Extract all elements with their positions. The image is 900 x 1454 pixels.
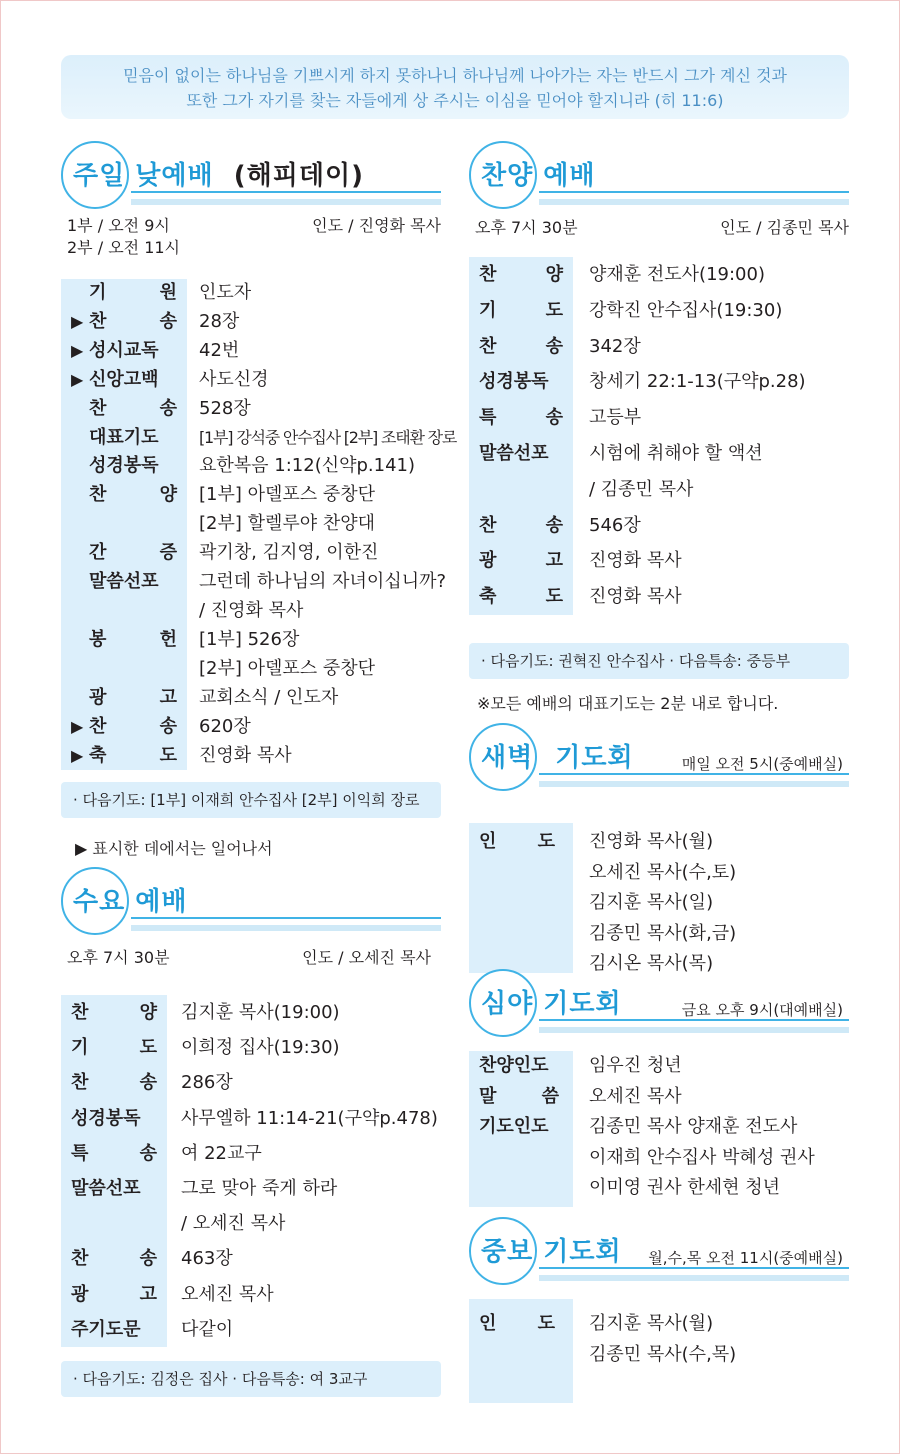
order-row (61, 1171, 441, 1241)
order-value-group (181, 1136, 441, 1171)
wednesday-service-section (61, 867, 441, 1347)
order-value-group (589, 400, 849, 436)
order-label: 찬 송 (479, 514, 563, 536)
sunday-service-info (67, 215, 441, 261)
title-circle-word: 중보 (481, 1237, 534, 1267)
order-value-group (181, 1277, 441, 1312)
order-label: 찬 양 (71, 1002, 157, 1023)
leader-item: 김지훈 목사(월) (589, 1313, 714, 1334)
order-label: 성경봉독 (479, 371, 549, 393)
order-label: 찬 송 (71, 1072, 157, 1094)
order-row (61, 1277, 441, 1312)
order-row (61, 995, 441, 1030)
prayer-time-notice: ※모든 예배의 대표기도는 2분 내로 합니다. (477, 694, 779, 713)
order-label: 말 씀 (479, 1085, 559, 1107)
order-value: 사도신경 (199, 368, 269, 390)
order-value: 이희정 집사(19:30) (181, 1037, 340, 1059)
order-label: 기 도 (479, 299, 563, 321)
wednesday-time: 오후 7시 30분 (67, 948, 170, 967)
leader-row (469, 1299, 849, 1370)
order-label: 찬 송 (89, 397, 177, 419)
sunday-order-table (61, 279, 457, 770)
praise-service-title (481, 155, 596, 192)
order-value-group (199, 713, 441, 742)
wednesday-leader: 인도 / 오세진 목사 (302, 948, 431, 967)
wednesday-service-header (61, 867, 441, 937)
order-label: 신앙고백 (89, 368, 159, 390)
stand-arrow-icon: ▶ (71, 340, 84, 360)
order-value-group (181, 1101, 441, 1136)
order-row (61, 308, 441, 337)
order-label: 찬 송 (71, 1248, 157, 1270)
order-row (469, 1082, 849, 1113)
order-row (61, 1312, 441, 1347)
title-circle-word: 새벽 (481, 743, 534, 773)
order-value: 요한복음 1:12(신약p.141) (199, 455, 416, 477)
order-row (61, 279, 441, 308)
order-value-group (589, 579, 849, 615)
order-row (469, 364, 849, 400)
praise-order-table (469, 257, 849, 615)
verse-line-2: 또한 그가 자기를 찾는 자들에게 상 주시는 이심을 믿어야 할지니라 (히 11:6) (186, 91, 724, 110)
header-rule-light (539, 1275, 849, 1281)
scripture-verse-banner (61, 55, 849, 119)
order-value: 고등부 (589, 407, 642, 429)
order-row (469, 1143, 849, 1174)
leader-label: 인 도 (479, 831, 555, 852)
order-value-group (199, 626, 441, 684)
wednesday-order-table (61, 995, 441, 1347)
order-value-group (199, 424, 456, 453)
praise-next: · 다음기도: 권혁진 안수집사 · 다음특송: 중등부 (469, 643, 849, 679)
order-value: 다같이 (181, 1318, 234, 1340)
intercession-prayer-section (469, 1217, 849, 1403)
order-label: 찬 송 (479, 335, 563, 357)
dawn-prayer-title (481, 737, 634, 774)
order-value: 교회소식 / 인도자 (199, 686, 339, 708)
order-row (469, 293, 849, 329)
sunday-time-2: 2부 / 오전 11시 (67, 238, 181, 257)
sunday-leader: 인도 / 진영화 목사 (312, 216, 441, 235)
order-value-group (199, 684, 441, 713)
order-row (469, 1173, 849, 1204)
intercession-schedule: 월,수,목 오전 11시(중예배실) (648, 1249, 843, 1267)
stand-instruction: ▶ 표시한 데에서는 일어나서 (75, 839, 273, 858)
order-value-group (181, 1171, 441, 1241)
order-value-continued: [2부] 아델포스 중창단 (199, 657, 376, 679)
order-value-group (181, 1312, 441, 1347)
order-label (479, 1173, 559, 1204)
order-value-group (181, 1030, 441, 1065)
night-leader-table (469, 1051, 849, 1207)
stand-arrow-icon: ▶ (71, 311, 84, 331)
order-value-continued: / 김종민 목사 (589, 478, 694, 500)
order-row (469, 579, 849, 615)
order-value: 곽기창, 김지영, 이한진 (199, 542, 379, 564)
order-row (61, 337, 441, 366)
title-word: 기도회 (543, 989, 622, 1019)
title-word: 예배 (543, 161, 596, 191)
order-value: 이미영 권사 한세현 청년 (589, 1177, 781, 1199)
order-label: 축 도 (479, 586, 563, 608)
header-rule-light (131, 199, 441, 205)
praise-service-info (475, 217, 849, 241)
night-schedule: 금요 오후 9시(대예배실) (681, 1001, 843, 1019)
leader-item: 김시온 목사(목) (589, 953, 714, 975)
order-label: 말씀선포 (89, 571, 159, 593)
order-label: 특 송 (71, 1142, 157, 1164)
order-value-group (181, 995, 441, 1030)
order-value-group (199, 366, 441, 395)
header-rule-light (539, 781, 849, 787)
leader-row (469, 823, 849, 980)
order-row (469, 400, 849, 436)
order-label: 말씀선포 (479, 442, 549, 464)
leader-item: 오세진 목사(수,토) (589, 861, 737, 883)
order-row (61, 424, 457, 453)
dawn-prayer-header (469, 723, 849, 793)
title-circle-word: 찬양 (481, 161, 534, 191)
wednesday-next: · 다음기도: 김정은 집사 · 다음특송: 여 3교구 (61, 1361, 441, 1397)
order-value-group (199, 395, 441, 424)
order-value-continued: / 오세진 목사 (181, 1213, 286, 1235)
title-circle-word: 주일 (73, 161, 126, 191)
order-value-group (589, 1143, 849, 1174)
order-value-group (589, 293, 849, 329)
order-row (469, 257, 849, 293)
order-value: 그로 맞아 죽게 하라 (181, 1178, 338, 1200)
title-circle-word: 심야 (481, 989, 534, 1019)
order-value: [1부] 아델포스 중창단 (199, 484, 376, 506)
order-value-group (589, 257, 849, 293)
title-word: 낮예배 (135, 161, 214, 191)
order-row (469, 1112, 849, 1143)
title-word: 기도회 (543, 1237, 622, 1267)
order-value: 오세진 목사 (589, 1085, 682, 1107)
header-rule-light (539, 1027, 849, 1033)
order-row (61, 1241, 441, 1276)
leader-list (589, 827, 849, 980)
order-value: 김지훈 목사(19:00) (181, 1002, 340, 1023)
order-value-group (181, 1065, 441, 1100)
order-label: 광 고 (479, 550, 563, 572)
order-value: 528장 (199, 397, 251, 419)
order-label: 기도인도 (479, 1116, 549, 1138)
order-value: 강학진 안수집사(19:30) (589, 299, 783, 321)
order-label: 찬양인도 (479, 1055, 549, 1076)
order-value: 김종민 목사 양재훈 전도사 (589, 1116, 798, 1138)
order-label: 봉 헌 (89, 628, 177, 650)
header-rule-light (539, 199, 849, 205)
order-label (479, 1143, 559, 1174)
order-row (61, 481, 441, 539)
leader-item: 김지훈 목사(일) (589, 892, 714, 914)
order-value-group (589, 1082, 849, 1113)
order-label: 말씀선포 (71, 1178, 141, 1200)
order-label: 찬 양 (89, 484, 177, 506)
order-row (469, 543, 849, 579)
order-label: 주기도문 (71, 1318, 141, 1340)
order-value: 이재희 안수집사 박혜성 권사 (589, 1146, 815, 1168)
praise-time: 오후 7시 30분 (475, 218, 578, 237)
order-row (61, 568, 447, 626)
order-value: 창세기 22:1-13(구약p.28) (589, 371, 806, 393)
title-subtitle: (해피데이) (233, 161, 364, 191)
stand-arrow-icon: ▶ (71, 745, 84, 765)
leader-item: 김종민 목사(화,금) (589, 922, 737, 944)
order-value: 286장 (181, 1072, 233, 1094)
order-value-group (589, 364, 849, 400)
order-label: 광 고 (71, 1283, 157, 1305)
order-value-group (589, 329, 849, 365)
night-prayer-section (469, 969, 849, 1207)
intercession-prayer-header (469, 1217, 849, 1287)
order-row (469, 329, 849, 365)
order-value: 시험에 취해야 할 액션 (589, 442, 763, 464)
night-prayer-title (481, 983, 622, 1020)
intercession-leader-table (469, 1299, 849, 1403)
order-value: 그런데 하나님의 자녀이십니까? (199, 571, 447, 593)
order-value: 임우진 청년 (589, 1055, 682, 1076)
stand-arrow-icon: ▶ (71, 716, 84, 736)
order-value: [1부] 526장 (199, 628, 300, 650)
dawn-leader-table (469, 823, 849, 973)
order-value-group (589, 1112, 849, 1143)
order-row (469, 1051, 849, 1082)
order-row (61, 366, 441, 395)
order-value: 오세진 목사 (181, 1283, 274, 1305)
sunday-service-title (73, 155, 364, 192)
sunday-next-prayer: · 다음기도: [1부] 이재희 안수집사 [2부] 이익희 장로 (61, 782, 441, 818)
order-value: 양재훈 전도사(19:00) (589, 264, 765, 285)
order-value: 620장 (199, 715, 251, 737)
order-label: 대표기도 (89, 426, 159, 448)
order-value: 여 22교구 (181, 1142, 262, 1164)
praise-service-header (469, 141, 849, 211)
wednesday-service-title (73, 881, 188, 918)
header-rule-light (131, 925, 441, 931)
order-value: 인도자 (199, 282, 252, 303)
order-value-group (199, 539, 441, 568)
order-label: 기 원 (89, 282, 177, 303)
order-value: 진영화 목사 (199, 744, 292, 766)
wednesday-service-info (67, 947, 441, 971)
order-label: 특 송 (479, 407, 563, 429)
leader-item: 김종민 목사(수,목) (589, 1343, 737, 1365)
praise-service-section (469, 141, 849, 615)
sunday-time-1: 1부 / 오전 9시 (67, 216, 170, 235)
order-value: 42번 (199, 339, 240, 361)
order-value-continued: [2부] 할렐루야 찬양대 (199, 513, 376, 535)
order-label: 기 도 (71, 1037, 157, 1059)
title-word: 기도회 (555, 743, 634, 773)
night-prayer-header (469, 969, 849, 1039)
order-label: 찬 양 (479, 264, 563, 285)
order-label: 광 고 (89, 686, 177, 708)
order-value: 28장 (199, 310, 240, 332)
order-label: 찬 송 (89, 310, 177, 332)
order-row (61, 1101, 441, 1136)
order-row (61, 626, 441, 684)
order-value: 342장 (589, 335, 641, 357)
order-value: 진영화 목사 (589, 550, 682, 572)
order-row (61, 1136, 441, 1171)
sunday-service-header (61, 141, 441, 211)
praise-leader: 인도 / 김종민 목사 (720, 218, 849, 237)
order-value-group (589, 508, 849, 544)
order-value-group (181, 1241, 441, 1276)
order-value-group (589, 1173, 849, 1204)
order-row (61, 713, 441, 742)
order-value-group (199, 308, 441, 337)
order-row (61, 395, 441, 424)
order-label: 성시교독 (89, 339, 159, 361)
order-value: 사무엘하 11:14-21(구약p.478) (181, 1107, 438, 1129)
order-label: 간 증 (89, 542, 177, 564)
intercession-prayer-title (481, 1231, 622, 1268)
order-value-group (589, 543, 849, 579)
leader-list (589, 1309, 849, 1370)
order-row (469, 436, 849, 508)
order-label: 찬 송 (89, 715, 177, 737)
order-label: 성경봉독 (89, 455, 159, 477)
sunday-service-section (61, 141, 457, 770)
order-value-group (199, 279, 441, 308)
order-value: 463장 (181, 1248, 233, 1270)
order-label: 성경봉독 (71, 1107, 141, 1129)
order-value-group (199, 481, 441, 539)
order-row (61, 684, 441, 713)
leader-item: 진영화 목사(월) (589, 831, 714, 852)
order-row (61, 539, 441, 568)
title-circle-word: 수요 (73, 887, 126, 917)
order-value: 546장 (589, 514, 641, 536)
order-row (469, 508, 849, 544)
order-value-continued: / 진영화 목사 (199, 599, 304, 621)
order-label: 축 도 (89, 744, 177, 766)
title-word: 예배 (135, 887, 188, 917)
order-value-group (589, 1051, 849, 1082)
order-value-group (589, 436, 849, 508)
order-row (61, 452, 441, 481)
order-value-group (199, 742, 441, 771)
dawn-schedule: 매일 오전 5시(중예배실) (681, 755, 843, 773)
order-row (61, 742, 441, 771)
order-value: [1부] 강석중 안수집사 [2부] 조태환 장로 (199, 427, 457, 447)
leader-label: 인 도 (479, 1313, 555, 1334)
dawn-prayer-section (469, 723, 849, 973)
verse-line-1: 믿음이 없이는 하나님을 기쁘시게 하지 못하나니 하나님께 나아가는 자는 반드시 그가 계신 것과 (123, 66, 787, 85)
order-value-group (199, 337, 441, 366)
order-row (61, 1030, 441, 1065)
order-value-group (199, 452, 441, 481)
order-value: 진영화 목사 (589, 586, 682, 608)
stand-arrow-icon: ▶ (71, 369, 84, 389)
order-value-group (199, 568, 446, 626)
order-row (61, 1065, 441, 1100)
